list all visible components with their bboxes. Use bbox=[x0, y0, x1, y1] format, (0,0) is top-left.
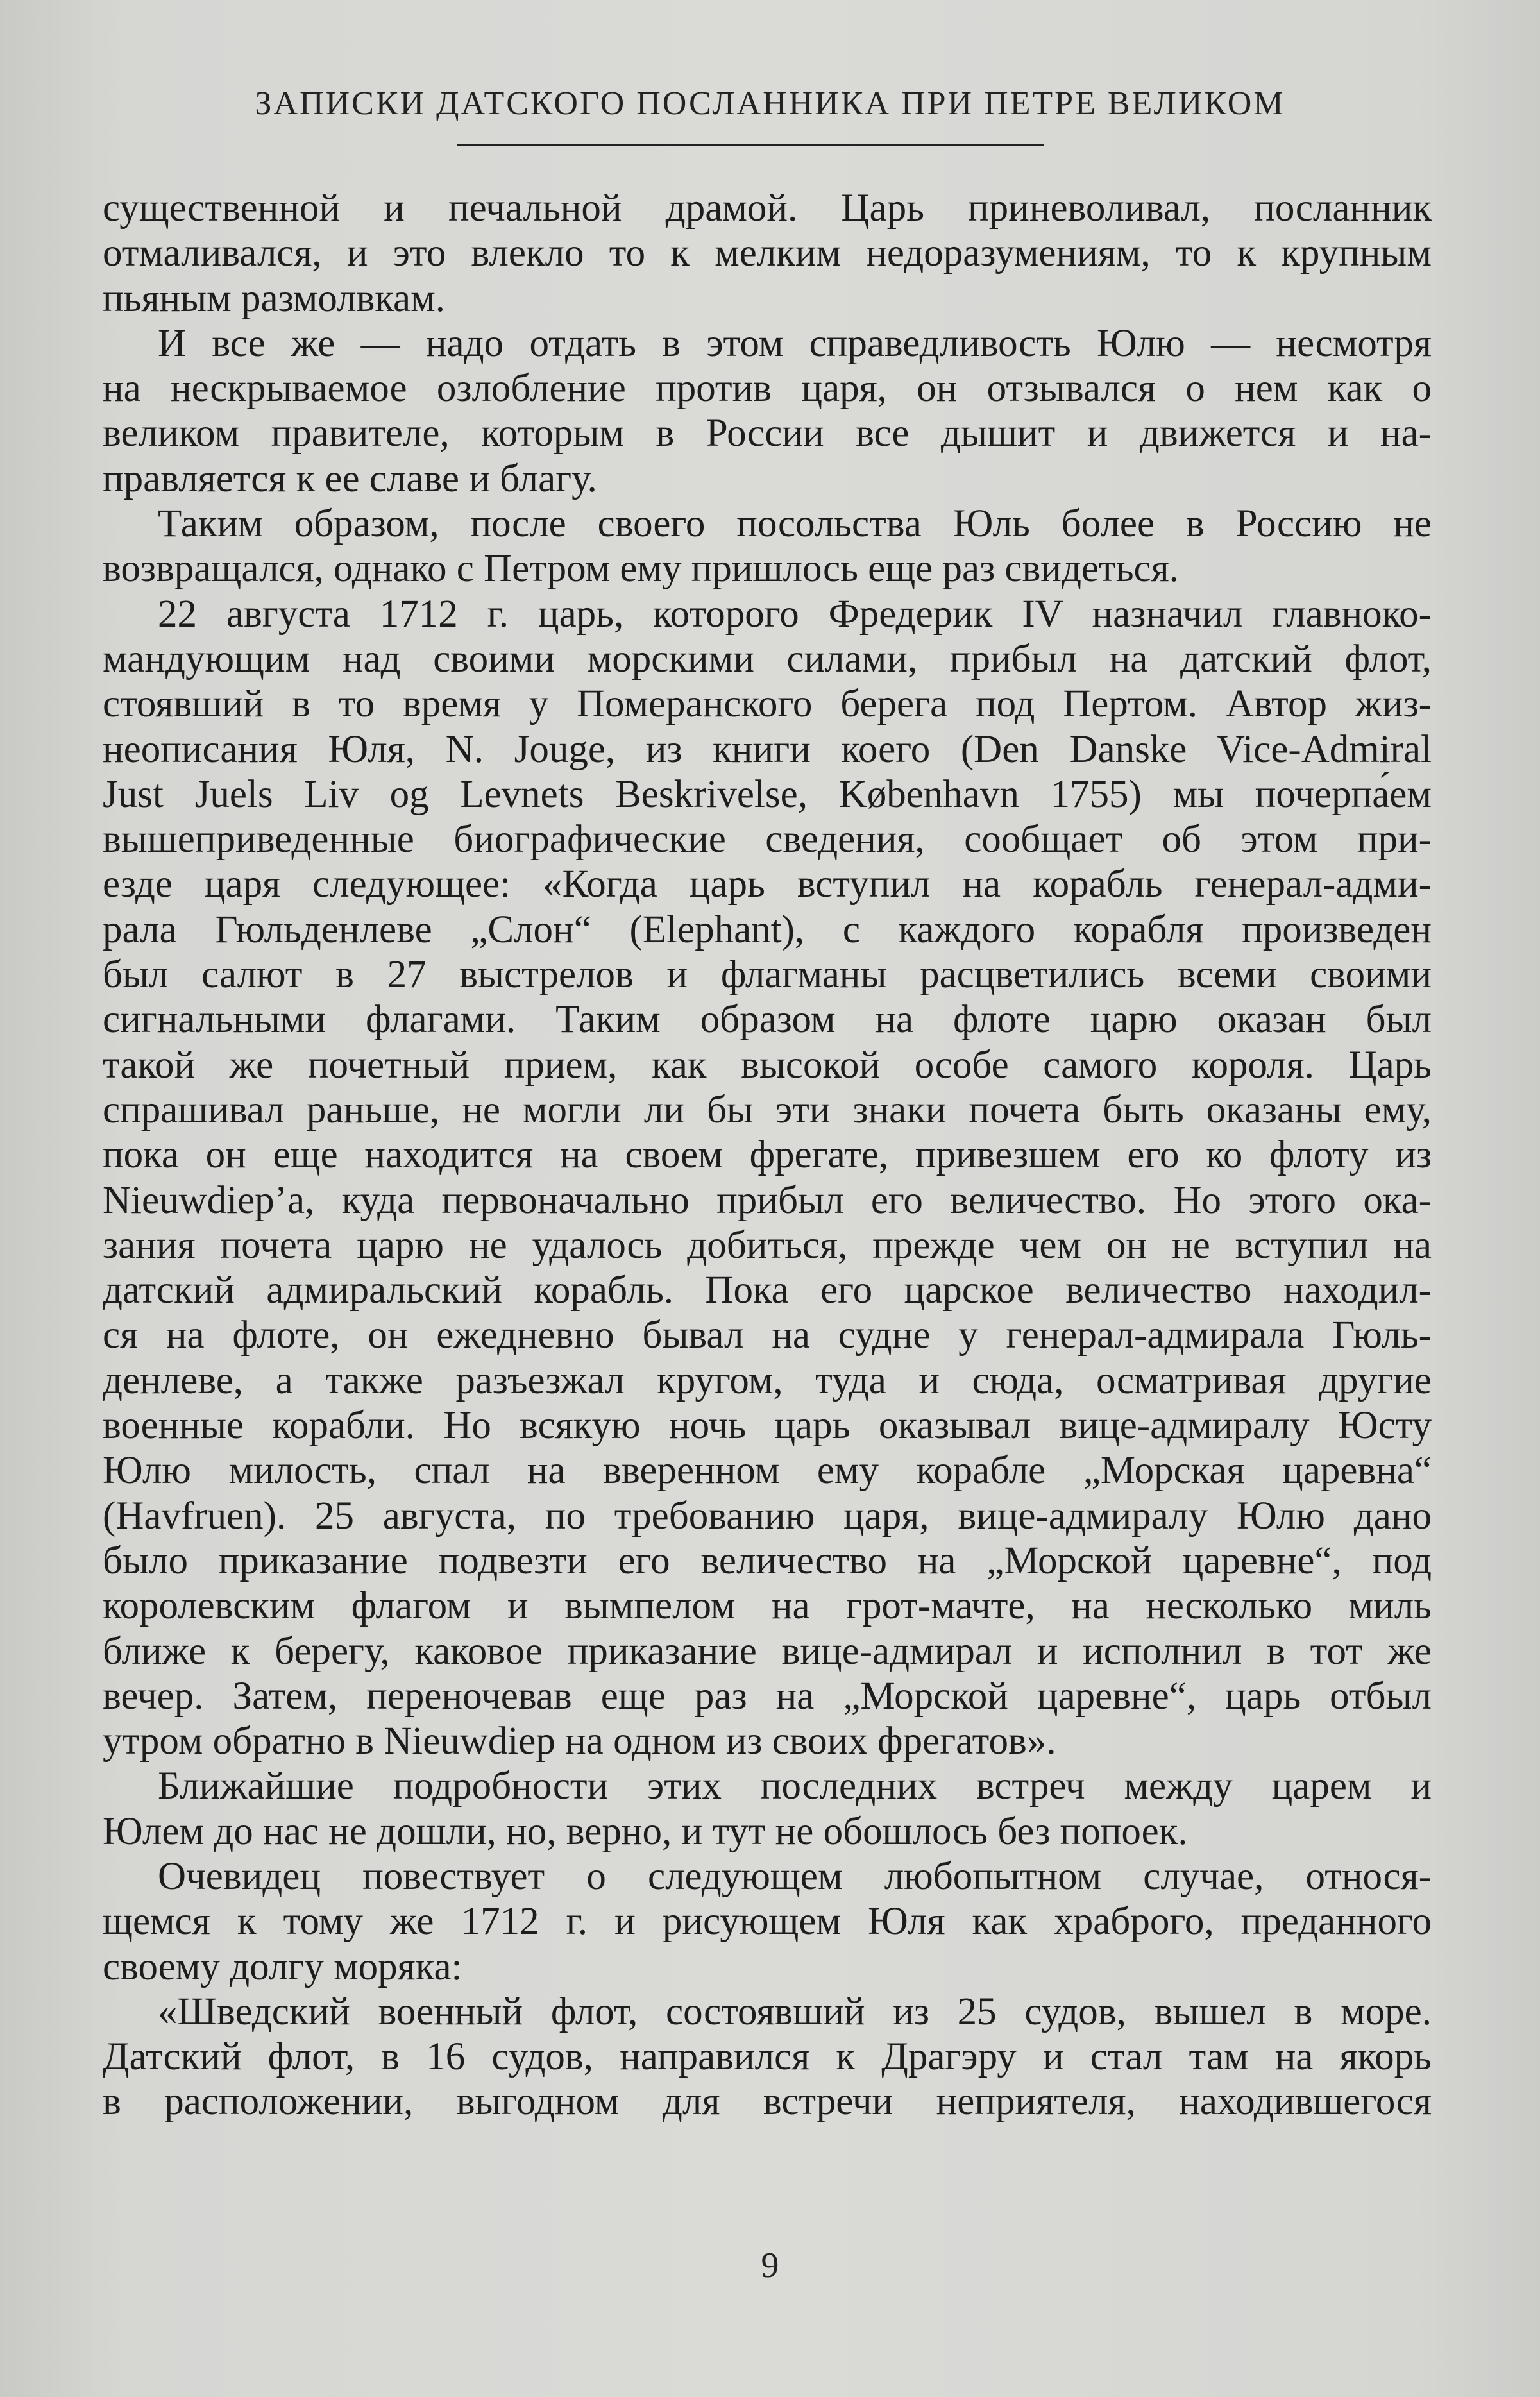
text-line: своему долгу моряка: bbox=[103, 1945, 462, 1988]
text-line: ся на флоте, он ежедневно бывал на судне у генерал-адмирала Гюль- bbox=[103, 1314, 1432, 1357]
text-line: Датский флот, в 16 судов, направился к Драгэру и стал там на якорь bbox=[103, 2035, 1432, 2079]
text-line: правляется к ее славе и благу. bbox=[103, 457, 597, 500]
running-head: ЗАПИСКИ ДАТСКОГО ПОСЛАННИКА ПРИ ПЕТРЕ ВЕЛИКОМ bbox=[255, 85, 1285, 122]
text-line: сигнальными флагами. Таким образом на флоте царю оказан был bbox=[103, 998, 1432, 1042]
text-line: в расположении, выгодном для встречи неприятеля, находившегося bbox=[103, 2080, 1432, 2124]
body-text bbox=[103, 186, 1432, 2125]
text-line: существенной и печальной драмой. Царь приневоливал, посланник bbox=[103, 187, 1432, 230]
text-line: Ближайшие подробности этих последних встреч между царем и bbox=[158, 1765, 1432, 1808]
text-line: щемся к тому же 1712 г. и рисующем Юля как храброго, преданного bbox=[103, 1900, 1432, 1944]
text-line: великом правителе, которым в России все дышит и движется и на- bbox=[103, 412, 1432, 455]
text-line: зания почета царю не удалось добиться, прежде чем он не вступил на bbox=[103, 1223, 1432, 1267]
text-line: Just Juels Liv og Levnets Beskrivelse, København 1755) мы почерпа́ем bbox=[103, 772, 1432, 816]
text-line: «Шведский военный флот, состоявший из 25 судов, вышел в море. bbox=[158, 1990, 1432, 2033]
page-number: 9 bbox=[761, 2246, 779, 2285]
text-line: ближе к берегу, каковое приказание вице-адмирал и исполнил в тот же bbox=[103, 1629, 1432, 1673]
text-line: (Havfruen). 25 августа, по требованию царя, вице-адмиралу Юлю дано bbox=[103, 1494, 1432, 1537]
text-line: денлеве, а также разъезжал кругом, туда и сюда, осматривая другие bbox=[103, 1359, 1432, 1402]
text-line: вечер. Затем, переночевав еще раз на „Морской царевне“, царь отбыл bbox=[103, 1674, 1432, 1718]
text-line: утром обратно в Nieuwdiep на одном из своих фрегатов». bbox=[103, 1720, 1056, 1763]
text-line: возвращался, однако с Петром ему пришлось еще раз свидеться. bbox=[103, 547, 1179, 591]
text-line: Таким образом, после своего посольства Юль более в Россию не bbox=[158, 502, 1432, 546]
text-line: езде царя следующее: «Когда царь вступил на корабль генерал-адми- bbox=[103, 863, 1432, 906]
text-line: неописания Юля, N. Jouge, из книги коего (Den Danske Vice-Admiral bbox=[103, 727, 1432, 771]
text-line: спрашивал раньше, не могли ли бы эти знаки почета быть оказаны ему, bbox=[103, 1088, 1432, 1131]
text-line: военные корабли. Но всякую ночь царь оказывал вице-адмиралу Юсту bbox=[103, 1404, 1432, 1448]
text-line: такой же почетный прием, как высокой особе самого короля. Царь bbox=[103, 1043, 1432, 1087]
text-line: Юлю милость, спал на вверенном ему корабле „Морская царевна“ bbox=[103, 1449, 1432, 1493]
header-rule bbox=[457, 144, 1044, 146]
text-line: на нескрываемое озлобление против царя, он отзывался о нем как о bbox=[103, 367, 1432, 411]
text-line: пока он еще находится на своем фрегате, привезшем его ко флоту из bbox=[103, 1133, 1432, 1177]
text-line: вышеприведенные биографические сведения, сообщает об этом при- bbox=[103, 818, 1432, 861]
text-line: Очевидец повествует о следующем любопытном случае, относя- bbox=[158, 1854, 1432, 1898]
text-line: мандующим над своими морскими силами, прибыл на датский флот, bbox=[103, 637, 1432, 681]
text-line: был салют в 27 выстрелов и флагманы расцветились всеми своими bbox=[103, 953, 1432, 997]
text-line: Юлем до нас не дошли, но, верно, и тут не обошлось без попоек. bbox=[103, 1809, 1188, 1853]
text-line: 22 августа 1712 г. царь, которого Фредерик IV назначил главноко- bbox=[158, 592, 1432, 636]
text-line: пьяным размолвкам. bbox=[103, 276, 445, 320]
text-line: датский адмиральский корабль. Пока его царское величество находил- bbox=[103, 1269, 1432, 1312]
text-line: отмаливался, и это влекло то к мелким недоразумениям, то к крупным bbox=[103, 232, 1432, 275]
text-line: Nieuwdiep’a, куда первоначально прибыл его величество. Но этого ока- bbox=[103, 1178, 1432, 1222]
text-line: стоявший в то время у Померанского берега под Пертом. Автор жиз- bbox=[103, 682, 1432, 726]
text-line: королевским флагом и вымпелом на грот-мачте, на несколько миль bbox=[103, 1584, 1432, 1628]
text-line: рала Гюльденлеве „Слон“ (Elephant), с каждого корабля произведен bbox=[103, 908, 1432, 951]
text-line: И все же — надо отдать в этом справедливость Юлю — несмотря bbox=[158, 321, 1432, 365]
text-line: было приказание подвезти его величество на „Морской царевне“, под bbox=[103, 1539, 1432, 1582]
